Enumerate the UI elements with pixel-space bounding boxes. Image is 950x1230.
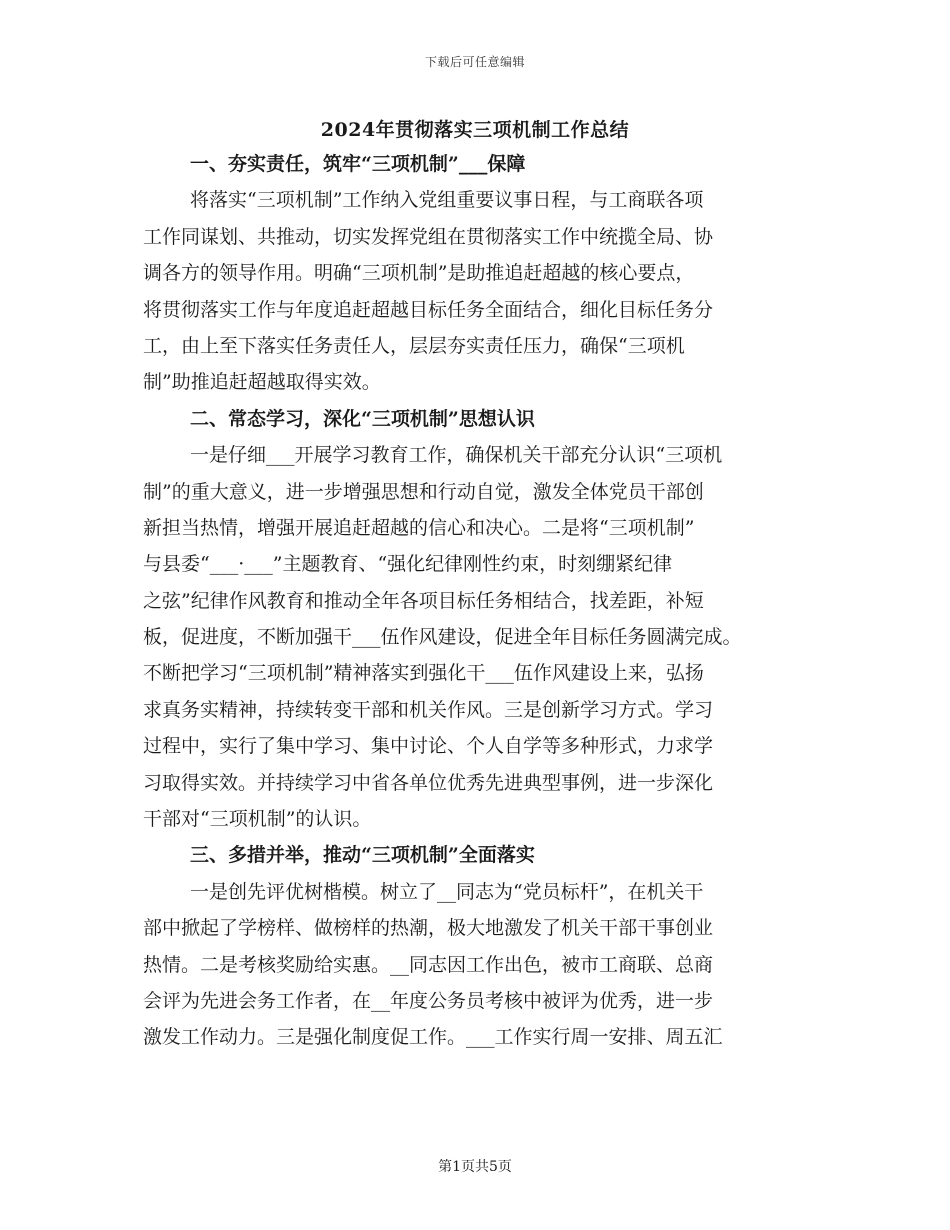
paragraph-line: 求真务实精神，持续转变干部和机关作风。三是创新学习方式。学习 [143, 698, 714, 721]
paragraph-line: 热情。二是考核奖励给实惠。__同志因工作出色，被市工商联、总商 [143, 953, 714, 976]
paragraph-line: 一是仔细___开展学习教育工作，确保机关干部充分认识“三项机 [190, 444, 723, 467]
paragraph-line: 习取得实效。并持续学习中省各单位优秀先进典型事例，进一步深化 [143, 771, 714, 794]
paragraph-line: 工，由上至下落实任务责任人，层层夯实责任压力，确保“三项机 [143, 334, 685, 357]
paragraph-line: 将贯彻落实工作与年度追赶超越目标任务全面结合，细化目标任务分 [143, 298, 714, 321]
paragraph-line: 与县委“___·___”主题教育、“强化纪律刚性约束，时刻绷紧纪律 [143, 553, 673, 576]
paragraph-line: 会评为先进会务工作者，在__年度公务员考核中被评为优秀，进一步 [143, 989, 714, 1012]
paragraph-line: 工作同谋划、共推动，切实发挥党组在贯彻落实工作中统揽全局、协 [143, 225, 714, 248]
paragraph-line: 激发工作动力。三是强化制度促工作。___工作实行周一安排、周五汇 [143, 1026, 723, 1049]
document-title: 2024年贯彻落实三项机制工作总结 [320, 119, 630, 141]
paragraph-line: 不断把学习“三项机制”精神落实到强化干___伍作风建设上来，弘扬 [143, 662, 704, 685]
section-heading: 一、夯实责任，筑牢“三项机制”___保障 [190, 153, 526, 175]
paragraph-line: 干部对“三项机制”的认识。 [143, 808, 372, 831]
paragraph-line: 板，促进度，不断加强干___伍作风建设，促进全年目标任务圆满完成。 [143, 626, 742, 649]
paragraph-line: 新担当热情，增强开展追赶超越的信心和决心。二是将“三项机制” [143, 516, 695, 539]
paragraph-line: 制”的重大意义，进一步增强思想和行动自觉，激发全体党员干部创 [143, 480, 704, 503]
document-body [143, 146, 805, 1056]
paragraph-line: 调各方的领导作用。明确“三项机制”是助推追赶超越的核心要点， [143, 262, 695, 285]
paragraph-line: 一是创先评优树楷模。树立了__同志为“党员标杆”，在机关干 [190, 880, 704, 903]
page-footer: 第1页共5页 [438, 1159, 512, 1175]
paragraph-line: 将落实“三项机制”工作纳入党组重要议事日程，与工商联各项 [190, 189, 704, 212]
section-heading: 三、多措并举，推动“三项机制”全面落实 [190, 844, 535, 867]
paragraph-line: 过程中，实行了集中学习、集中讨论、个人自学等多种形式，力求学 [143, 735, 714, 758]
paragraph-line: 之弦”纪律作风教育和推动全年各项目标任务相结合，找差距，补短 [143, 589, 704, 612]
paragraph-line: 制”助推追赶超越取得实效。 [143, 371, 381, 394]
paragraph-line: 部中掀起了学榜样、做榜样的热潮，极大地激发了机关干部干事创业 [143, 917, 714, 940]
page-header: 下载后可任意编辑 [424, 55, 525, 69]
section-heading: 二、常态学习，深化“三项机制”思想认识 [190, 407, 535, 430]
